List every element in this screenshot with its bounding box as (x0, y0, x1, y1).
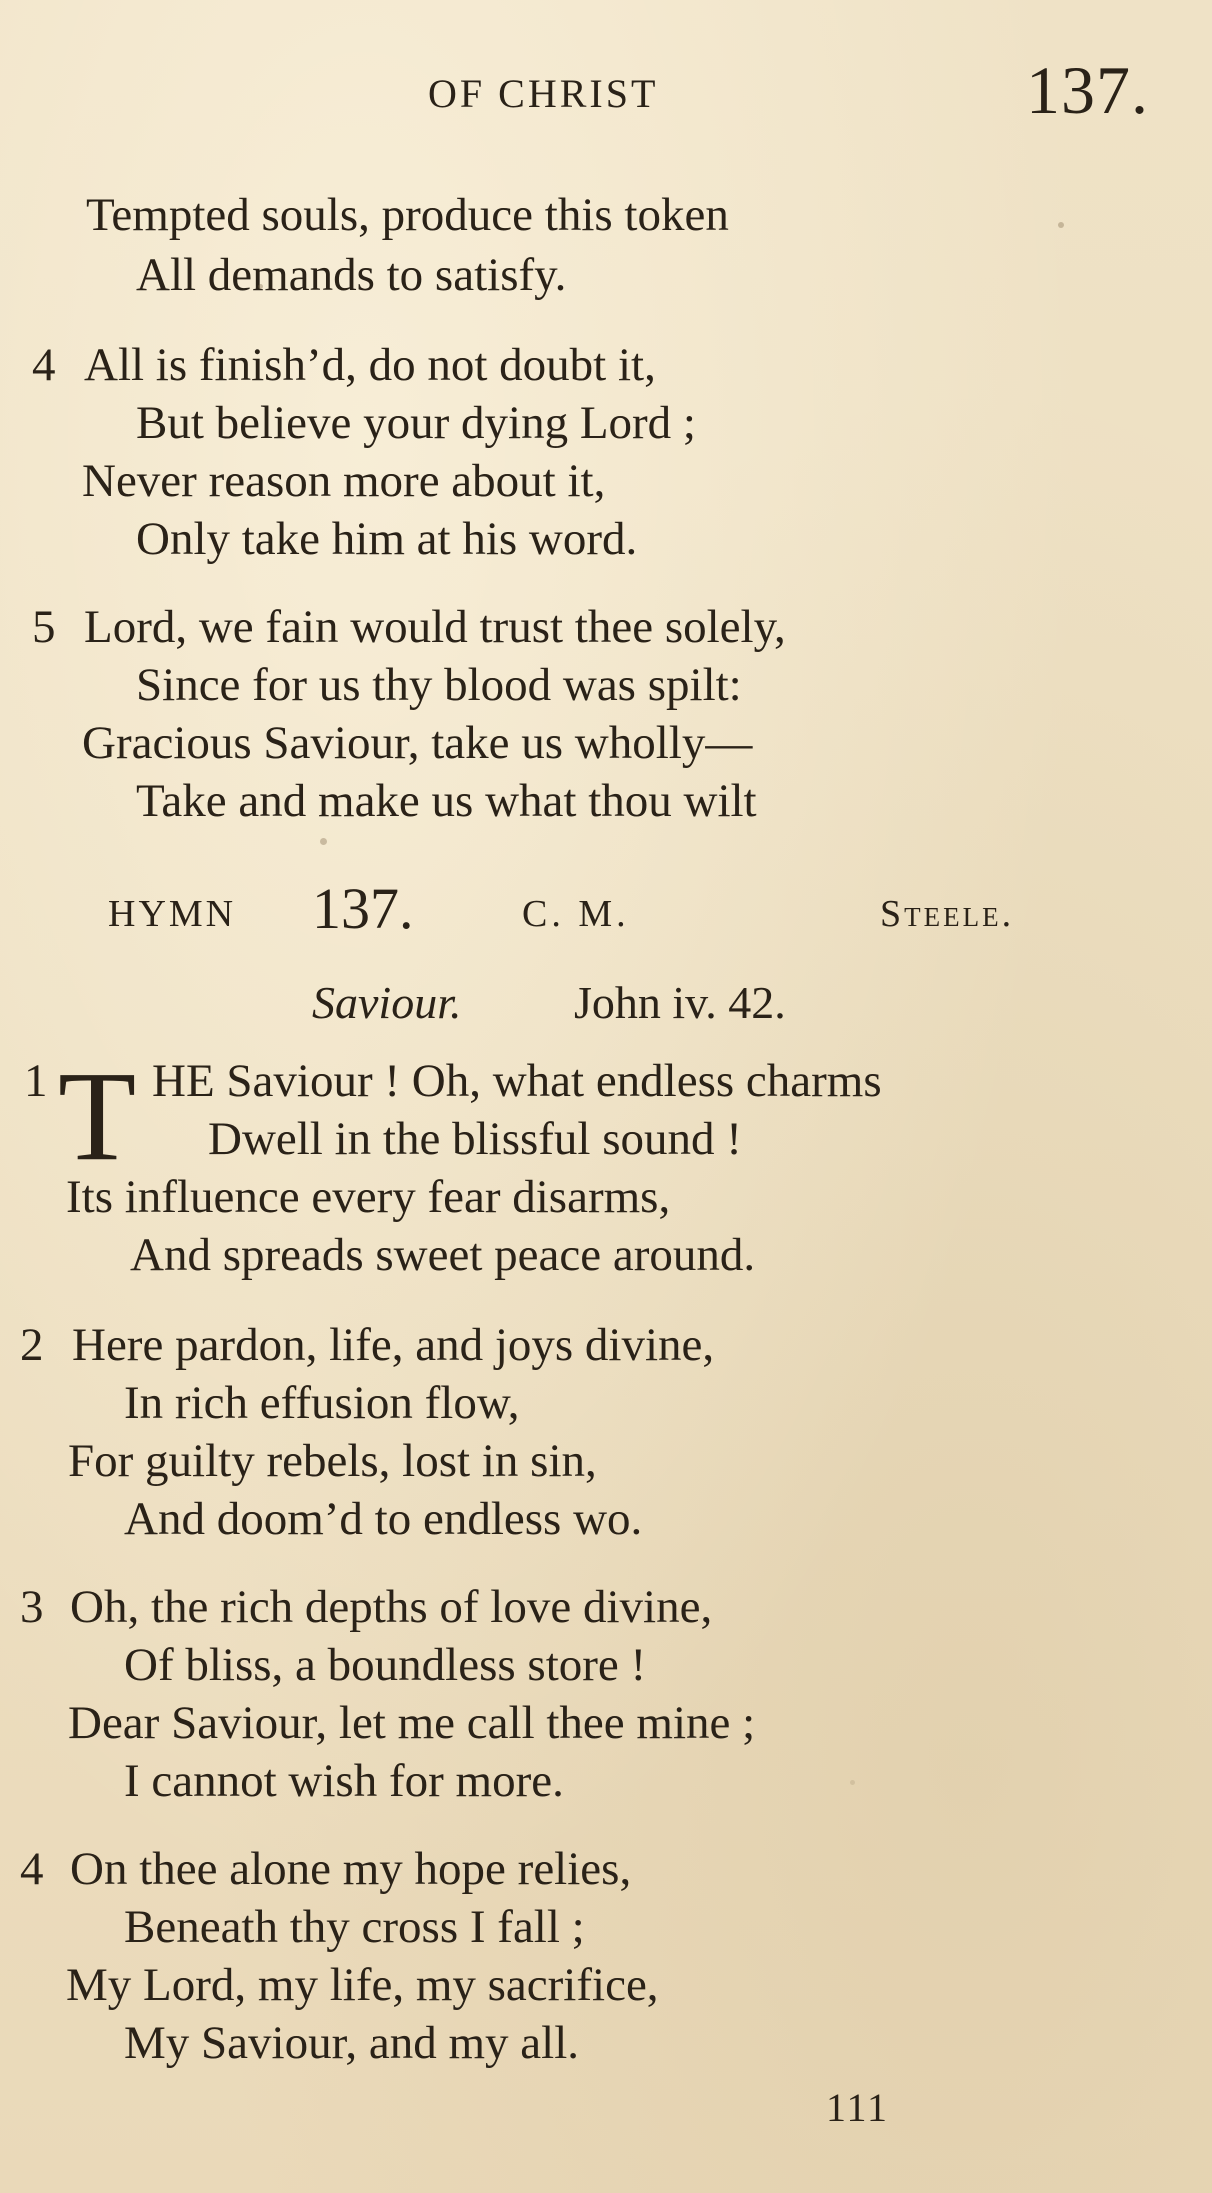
verse-4-line-3: My Lord, my life, my sacrifice, (66, 1959, 659, 2011)
signature-mark: 111 (826, 2085, 890, 2130)
verse-3-line-4: I cannot wish for more. (124, 1755, 564, 1807)
verse-1-line-3: Its influence every fear disarms, (66, 1171, 671, 1223)
drop-cap: T (58, 1045, 137, 1187)
prev-verse-5-line-1: Lord, we fain would trust thee solely, (84, 601, 786, 653)
verse-1-line-4: And spreads sweet peace around. (130, 1229, 756, 1281)
verse-2-line-2: In rich effusion flow, (124, 1377, 520, 1429)
prev-verse-4-line-1: All is finish’d, do not doubt it, (84, 339, 656, 391)
prev-verse-5-line-4: Take and make us what thou wilt (136, 775, 757, 827)
verse-2-line-1: Here pardon, life, and joys divine, (72, 1319, 715, 1371)
verse-3-line-3: Dear Saviour, let me call thee mine ; (68, 1697, 756, 1749)
hymn-meter: C. M. (522, 893, 630, 935)
paper-speck (258, 284, 263, 289)
hymn-scripture-reference: John iv. 42. (574, 977, 786, 1028)
hymn-label: HYMN (108, 893, 237, 935)
verse-4-line-4: My Saviour, and my all. (124, 2017, 580, 2069)
verse-3-line-1: Oh, the rich depths of love divine, (70, 1581, 713, 1633)
hymn-number: 137. (312, 876, 414, 941)
paper-speck (320, 838, 327, 845)
prev-verse-number: 4 (32, 339, 56, 391)
verse-number: 2 (20, 1319, 44, 1371)
verse-4-line-1: On thee alone my hope relies, (70, 1843, 632, 1895)
continuation-line-2: All demands to satisfy. (136, 249, 567, 301)
hymn-subject: Saviour. (312, 977, 462, 1028)
running-head-title: OF CHRIST (428, 71, 659, 116)
prev-verse-5-line-2: Since for us thy blood was spilt: (136, 659, 742, 711)
verse-number: 4 (20, 1843, 44, 1895)
hymn-author: Steele. (880, 893, 1015, 935)
verse-1-line-2: Dwell in the blissful sound ! (208, 1113, 742, 1165)
verse-3-line-2: Of bliss, a boundless store ! (124, 1639, 647, 1691)
prev-verse-5-line-3: Gracious Saviour, take us wholly— (82, 717, 753, 769)
verse-1-line-1: HE Saviour ! Oh, what endless charms (152, 1055, 882, 1107)
page-number: 137. (1026, 52, 1149, 128)
continuation-line-1: Tempted souls, produce this token (86, 189, 729, 241)
paper-speck (850, 1780, 855, 1785)
prev-verse-number: 5 (32, 601, 56, 653)
verse-4-line-2: Beneath thy cross I fall ; (124, 1901, 585, 1953)
prev-verse-4-line-2: But believe your dying Lord ; (136, 397, 696, 449)
verse-number: 3 (20, 1581, 44, 1633)
prev-verse-4-line-3: Never reason more about it, (82, 455, 606, 507)
verse-2-line-4: And doom’d to endless wo. (124, 1493, 643, 1545)
verse-number: 1 (24, 1055, 48, 1107)
prev-verse-4-line-4: Only take him at his word. (136, 513, 638, 565)
paper-speck (1058, 222, 1064, 228)
verse-2-line-3: For guilty rebels, lost in sin, (68, 1435, 597, 1487)
